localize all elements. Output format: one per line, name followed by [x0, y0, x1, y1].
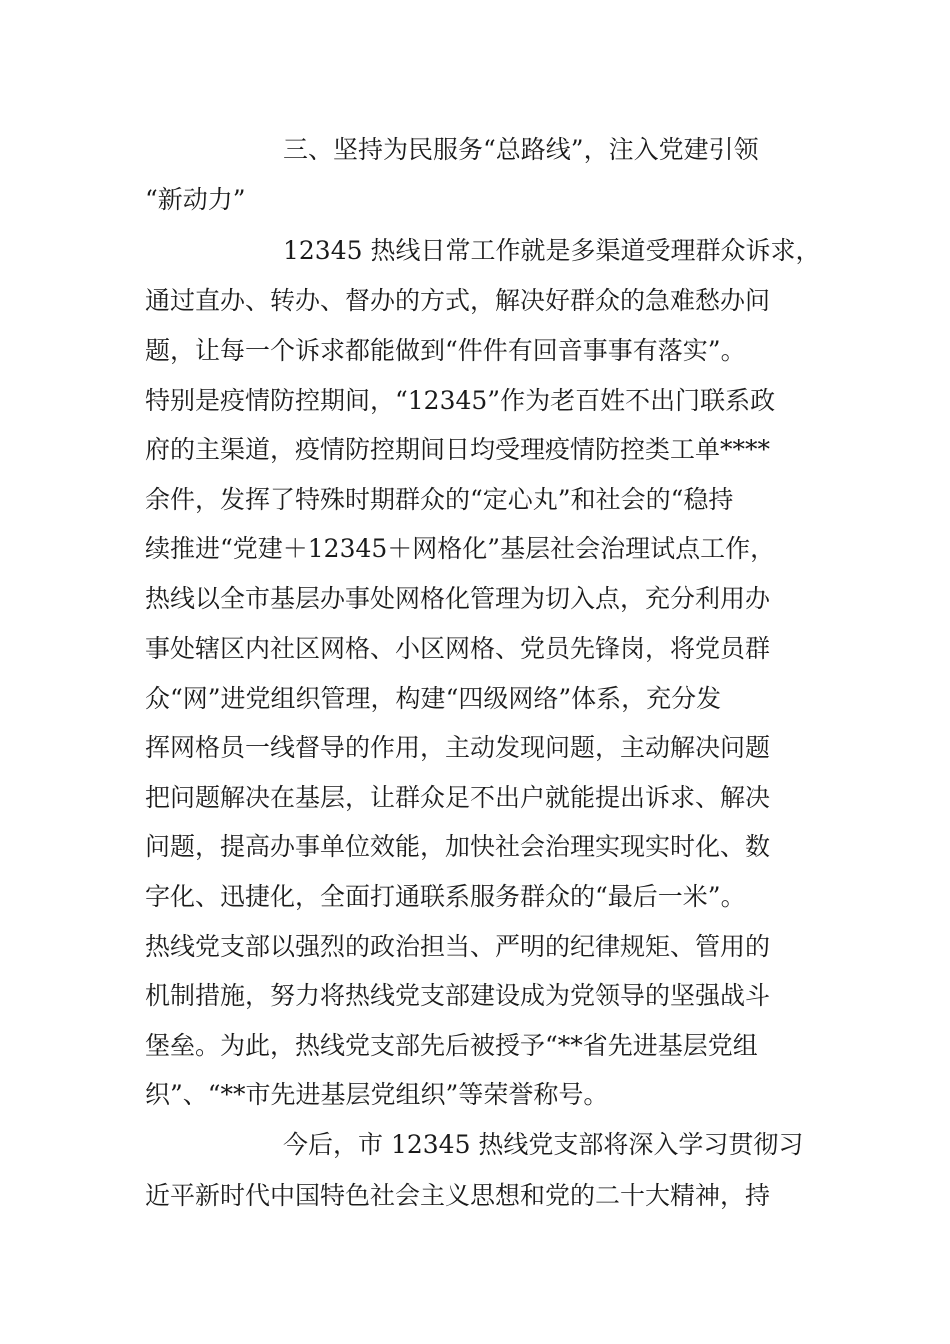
paragraph-line: 热线党支部以强烈的政治担当、严明的纪律规矩、管用的	[145, 932, 771, 961]
paragraph-line: 堡垒。为此，热线党支部先后被授予“**省先进基层党组	[145, 1031, 758, 1060]
paragraph-line: 续推进“党建＋12345＋网格化”基层社会治理试点工作，	[145, 534, 776, 563]
section-heading-continued: “新动力”	[145, 185, 246, 214]
paragraph-line: 众“网”进党组织管理，构建“四级网络”体系，充分发	[145, 684, 722, 713]
paragraph-line: 把问题解决在基层，让群众足不出户就能提出诉求、解决	[145, 783, 771, 812]
paragraph-line: 12345 热线日常工作就是多渠道受理群众诉求，	[283, 236, 821, 265]
paragraph-line: 机制措施，努力将热线党支部建设成为党领导的坚强战斗	[145, 981, 771, 1010]
paragraph-line: 题，让每一个诉求都能做到“件件有回音事事有落实”。	[145, 336, 746, 365]
section-heading: 三、坚持为民服务“总路线”，注入党建引领	[283, 135, 759, 164]
paragraph-line: 字化、迅捷化，全面打通联系服务群众的“最后一米”。	[145, 882, 746, 911]
paragraph-line: 通过直办、转办、督办的方式，解决好群众的急难愁办问	[145, 286, 771, 315]
paragraph-line: 近平新时代中国特色社会主义思想和党的二十大精神，持	[145, 1181, 771, 1210]
paragraph-line: 事处辖区内社区网格、小区网格、党员先锋岗，将党员群	[145, 634, 771, 663]
paragraph-line: 挥网格员一线督导的作用，主动发现问题，主动解决问题	[145, 733, 771, 762]
paragraph-line: 问题，提高办事单位效能，加快社会治理实现实时化、数	[145, 832, 771, 861]
paragraph-line: 府的主渠道，疫情防控期间日均受理疫情防控类工单****	[145, 435, 771, 464]
paragraph-line: 特别是疫情防控期间，“12345”作为老百姓不出门联系政	[145, 386, 776, 415]
paragraph-line: 余件，发挥了特殊时期群众的“定心丸”和社会的“稳持	[145, 485, 734, 514]
paragraph-line: 织”、“**市先进基层党组织”等荣誉称号。	[145, 1080, 609, 1109]
paragraph-line: 今后，市 12345 热线党支部将深入学习贯彻习	[283, 1130, 804, 1159]
paragraph-line: 热线以全市基层办事处网格化管理为切入点，充分利用办	[145, 584, 771, 613]
